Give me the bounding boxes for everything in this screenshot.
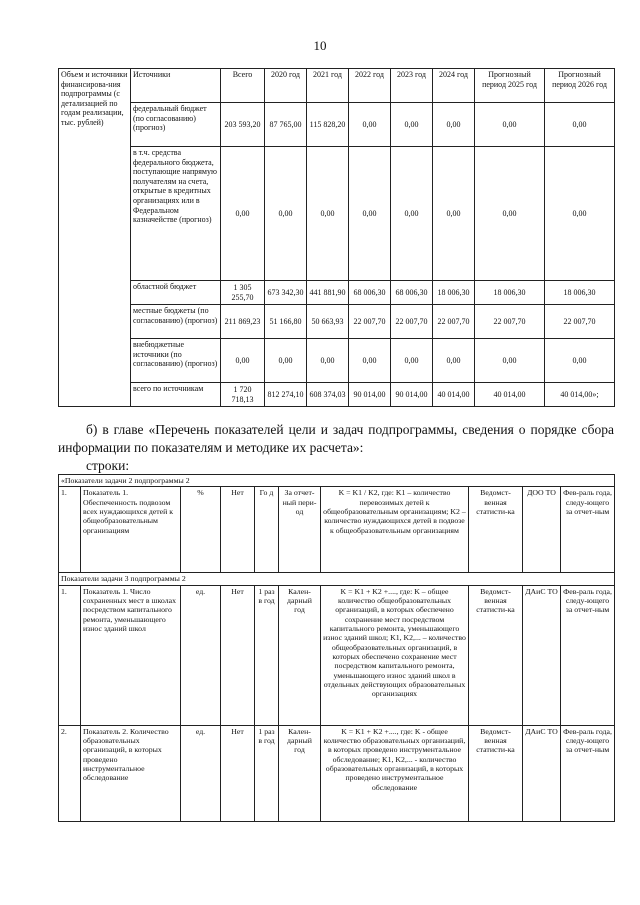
value-cell: 18 006,30: [545, 281, 615, 305]
value-cell: 90 014,00: [391, 383, 433, 407]
formula-cell: K = K1 + K2 +...., где: K - общее количество образовательных организаций, в которых проведено инструментальное обследование; K1, K2,... - количество образовательных организаций, в которых проведено инструментальное обследование: [321, 725, 469, 821]
col-2026: Прогнозный период 2026 год: [545, 69, 615, 103]
value-cell: 0,00: [475, 339, 545, 383]
paragraph-rows: строки:: [86, 458, 130, 473]
row-number: 1.: [59, 585, 81, 725]
source-cell: областной бюджет: [131, 281, 221, 305]
value-cell: 0,00: [265, 339, 307, 383]
formula-cell: K = K1 + K2 +...., где: K – общее количество общеобразовательных организаций, в которых обеспечено сохранение мест посредством капитального ремонта, уменьшающего износ зданий школ; K1, K2,... – количество общеобразовательных организаций, в которых обеспечено сохранение мест посредством капитального ремонта, уменьшающего износ зданий школ в отдельных действующих образовательных организациях: [321, 585, 469, 725]
value-cell: 0,00: [475, 103, 545, 147]
date-cell: Фев-раль года, следу-ющего за отчет-ным: [561, 487, 615, 573]
unit-cell: ед.: [181, 585, 221, 725]
value-cell: 40 014,00: [433, 383, 475, 407]
value-cell: 1 720 718,13: [221, 383, 265, 407]
direction-cell: Нет: [221, 725, 255, 821]
source-cell: Ведомст-венная статисти-ка: [469, 725, 523, 821]
source-cell: Ведомст-венная статисти-ка: [469, 585, 523, 725]
value-cell: 18 006,30: [475, 281, 545, 305]
value-cell: 22 007,70: [545, 305, 615, 339]
source-cell: местные бюджеты (по согласованию) (прогноз): [131, 305, 221, 339]
responsible-cell: ДАиС ТО: [523, 585, 561, 725]
date-cell: Фев-раль года, следу-ющего за отчет-ным: [561, 585, 615, 725]
value-cell: 22 007,70: [475, 305, 545, 339]
value-cell: 22 007,70: [349, 305, 391, 339]
value-cell: 0,00: [265, 147, 307, 281]
col-total: Всего: [221, 69, 265, 103]
value-cell: 1 305 255,70: [221, 281, 265, 305]
direction-cell: Нет: [221, 487, 255, 573]
indicator-name: Показатель 2. Количество образовательных организаций, в которых проведено инструментальное обследование: [81, 725, 181, 821]
responsible-cell: ДАиС ТО: [523, 725, 561, 821]
value-cell: 0,00: [475, 147, 545, 281]
value-cell: 0,00: [307, 339, 349, 383]
section-header: Показатели задачи 3 подпрограммы 2: [59, 573, 615, 585]
col-2023: 2023 год: [391, 69, 433, 103]
source-cell: Ведомст-венная статисти-ка: [469, 487, 523, 573]
source-cell: федеральный бюджет (по согласованию) (прогноз): [131, 103, 221, 147]
value-cell: 0,00: [391, 103, 433, 147]
value-cell: 0,00: [349, 339, 391, 383]
source-cell: внебюджетные источники (по согласованию) (прогноз): [131, 339, 221, 383]
table-row: [59, 147, 615, 281]
value-cell: 40 014,00: [475, 383, 545, 407]
value-cell: 115 828,20: [307, 103, 349, 147]
value-cell: 0,00: [433, 103, 475, 147]
responsible-cell: ДОО ТО: [523, 487, 561, 573]
indicators-table: [58, 474, 615, 822]
value-cell: 22 007,70: [433, 305, 475, 339]
table-row: [59, 585, 615, 725]
period-cell: 1 раз в год: [255, 585, 279, 725]
row-number: 2.: [59, 725, 81, 821]
value-cell: 51 166,80: [265, 305, 307, 339]
table-row: [59, 103, 615, 147]
source-cell: в т.ч. средства федерального бюджета, поступающие напрямую получателям на счета, открытые в кредитных организациях или в Федеральном казначействе (прогноз): [131, 147, 221, 281]
table-row: [59, 339, 615, 383]
indicator-name: Показатель 1. Обеспеченность подвозом всех нуждающихся детей к общеобразовательным организациям: [81, 487, 181, 573]
value-cell: 0,00: [433, 147, 475, 281]
value-cell: 0,00: [221, 147, 265, 281]
table-row: [59, 725, 615, 821]
value-cell: 50 663,93: [307, 305, 349, 339]
col-2024: 2024 год: [433, 69, 475, 103]
value-cell: 0,00: [391, 339, 433, 383]
value-cell: 0,00: [349, 147, 391, 281]
frequency-cell: За отчет-ный пери-од: [279, 487, 321, 573]
source-cell: всего по источникам: [131, 383, 221, 407]
value-cell: 22 007,70: [391, 305, 433, 339]
value-cell: 18 006,30: [433, 281, 475, 305]
table-row: [59, 305, 615, 339]
period-cell: 1 раз в год: [255, 725, 279, 821]
value-cell: 68 006,30: [349, 281, 391, 305]
date-cell: Фев-раль года, следу-ющего за отчет-ным: [561, 725, 615, 821]
section-header: «Показатели задачи 2 подпрограммы 2: [59, 475, 615, 487]
value-cell: 40 014,00»;: [545, 383, 615, 407]
formula-cell: K = K1 / K2, где: K1 – количество перевозимых детей к общеобразовательным организациям; K2 – количество нуждающихся детей в подвозе к общеобразовательным организациям: [321, 487, 469, 573]
value-cell: 90 014,00: [349, 383, 391, 407]
page-number: 10: [313, 38, 327, 53]
value-cell: 0,00: [349, 103, 391, 147]
unit-cell: %: [181, 487, 221, 573]
frequency-cell: Кален-дарный год: [279, 585, 321, 725]
col-2020: 2020 год: [265, 69, 307, 103]
value-cell: 211 869,23: [221, 305, 265, 339]
col-2021: 2021 год: [307, 69, 349, 103]
value-cell: 87 765,00: [265, 103, 307, 147]
col-2022: 2022 год: [349, 69, 391, 103]
value-cell: 0,00: [545, 103, 615, 147]
unit-cell: ед.: [181, 725, 221, 821]
paragraph-b: б) в главе «Перечень показателей цели и задач подпрограммы, сведения о порядке сбора информации по показателям и методике их расчета»:: [58, 422, 614, 455]
table-row: [59, 281, 615, 305]
value-cell: 0,00: [307, 147, 349, 281]
direction-cell: Нет: [221, 585, 255, 725]
table-row: [59, 487, 615, 573]
value-cell: 812 274,10: [265, 383, 307, 407]
row-number: 1.: [59, 487, 81, 573]
col-2025: Прогнозный период 2025 год: [475, 69, 545, 103]
value-cell: 68 006,30: [391, 281, 433, 305]
value-cell: 0,00: [433, 339, 475, 383]
indicator-name: Показатель 1. Число сохраненных мест в школах посредством капитального ремонта, уменьшающего износ зданий школ: [81, 585, 181, 725]
period-cell: Го д: [255, 487, 279, 573]
table-row: [59, 383, 615, 407]
value-cell: 608 374,03: [307, 383, 349, 407]
value-cell: 0,00: [221, 339, 265, 383]
value-cell: 0,00: [545, 147, 615, 281]
volume-label: Объем и источники финансирова-ния подпрограммы (с детализацией по годам реализации, тыс. рублей): [59, 69, 131, 407]
col-sources: Источники: [131, 69, 221, 103]
funding-table: [58, 68, 615, 407]
value-cell: 0,00: [545, 339, 615, 383]
frequency-cell: Кален-дарный год: [279, 725, 321, 821]
value-cell: 441 881,90: [307, 281, 349, 305]
value-cell: 673 342,30: [265, 281, 307, 305]
value-cell: 0,00: [391, 147, 433, 281]
value-cell: 203 593,20: [221, 103, 265, 147]
